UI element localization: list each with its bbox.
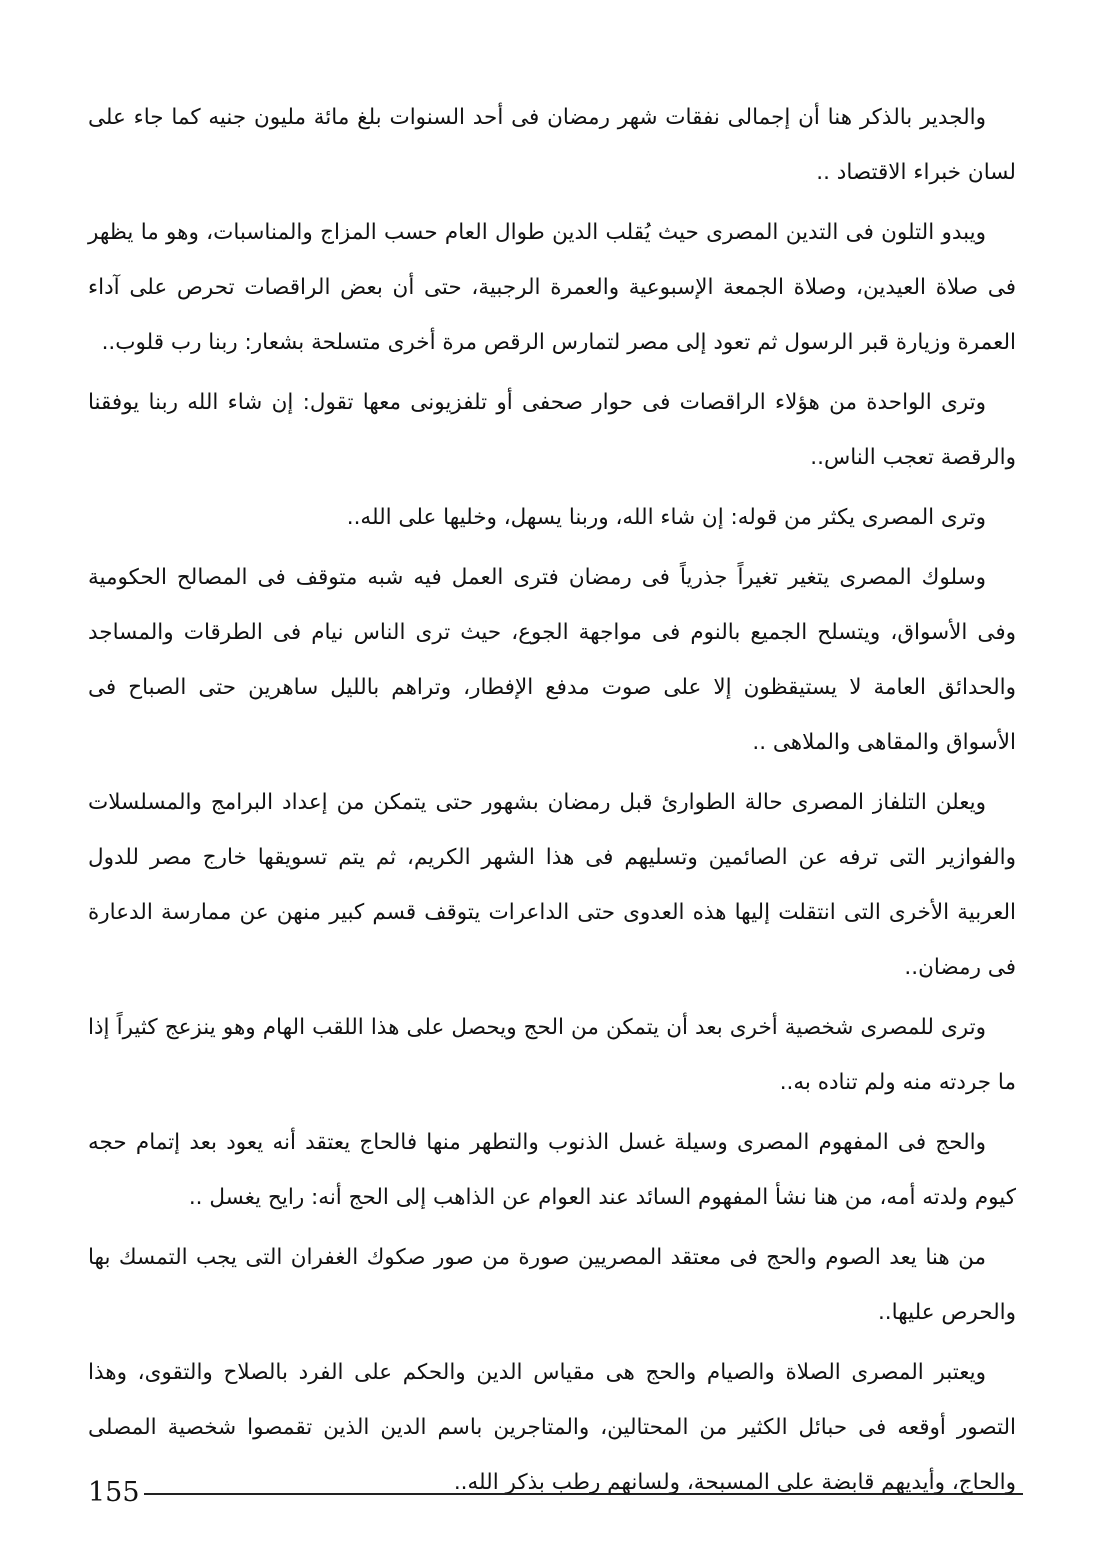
- paragraph-sukuk-ghufran: من هنا يعد الصوم والحج فى معتقد المصريين صورة من صور صكوك الغفران التى يجب التمسك بها والحرص عليها..: [88, 1245, 1016, 1325]
- page-number: 155: [88, 1476, 140, 1508]
- paragraph-hajj-laqab: وترى للمصرى شخصية أخرى بعد أن يتمكن من الحج ويحصل على هذا اللقب الهام وهو ينزعج كثيراً إذا ما جردته منه ولم تناده به..: [88, 1015, 1016, 1095]
- footer-rule: [144, 1493, 1023, 1495]
- page-footer: [88, 1472, 1023, 1512]
- paragraph-suluk-ramadan: وسلوك المصرى يتغير تغيراً جذرياً فى رمضان فترى العمل فيه شبه متوقف فى المصالح الحكومية وفى الأسواق، ويتسلح الجميع بالنوم فى مواجهة الجوع، حيث ترى الناس نيام فى الطرقات والمساجد والحدائق العامة لا يستيقظون إلا على صوت مدفع الإفطار، وتراهم بالليل ساهرين حتى الصباح فى الأسواق والمقاهى والملاهى ..: [88, 565, 1016, 755]
- paragraph-talawwun-tadayyun: ويبدو التلون فى التدين المصرى حيث يُقلب الدين طوال العام حسب المزاج والمناسبات، وهو ما يظهر فى صلاة العيدين، وصلاة الجمعة الإسبوعية والعمرة الرجبية، حتى أن بعض الراقصات تحرص على آداء العمرة وزيارة قبر الرسول ثم تعود إلى مصر لتمارس الرقص مرة أخرى متسلحة بشعار: ربنا رب قلوب..: [88, 220, 1016, 355]
- paragraph-raqisat-hiwar: وترى الواحدة من هؤلاء الراقصات فى حوار صحفى أو تلفزيونى معها تقول: إن شاء الله ربنا يوفقنا والرقصة تعجب الناس..: [88, 390, 1016, 470]
- paragraph-nafaqat-ramadan: والجدير بالذكر هنا أن إجمالى نفقات شهر رمضان فى أحد السنوات بلغ مائة مليون جنيه كما جاء على لسان خبراء الاقتصاد ..: [88, 105, 1016, 185]
- paragraph-in-shaa-allah: وترى المصرى يكثر من قوله: إن شاء الله، وربنا يسهل، وخليها على الله..: [346, 505, 986, 530]
- paragraph-miqyas-din: ويعتبر المصرى الصلاة والصيام والحج هى مقياس الدين والحكم على الفرد بالصلاح والتقوى، وهذا التصور أوقعه فى حبائل الكثير من المحتالين، والمتاجرين باسم الدين الذين تقمصوا شخصية المصلى والحاج، وأيديهم قابضة على المسبحة، ولسانهم رطب بذكر الله..: [88, 1360, 1016, 1495]
- paragraph-tilfaz: ويعلن التلفاز المصرى حالة الطوارئ قبل رمضان بشهور حتى يتمكن من إعداد البرامج والمسلسلات والفوازير التى ترفه عن الصائمين وتسليهم فى هذا الشهر الكريم، ثم يتم تسويقها خارج مصر للدول العربية الأخرى التى انتقلت إليها هذه العدوى حتى الداعرات يتوقف قسم كبير منهن عن ممارسة الدعارة فى رمضان..: [88, 790, 1016, 980]
- paragraph-hajj-ghasl: والحج فى المفهوم المصرى وسيلة غسل الذنوب والتطهر منها فالحاج يعتقد أنه يعود بعد إتمام حجه كيوم ولدته أمه، من هنا نشأ المفهوم السائد عند العوام عن الذاهب إلى الحج أنه: رايح يغسل ..: [88, 1130, 1016, 1210]
